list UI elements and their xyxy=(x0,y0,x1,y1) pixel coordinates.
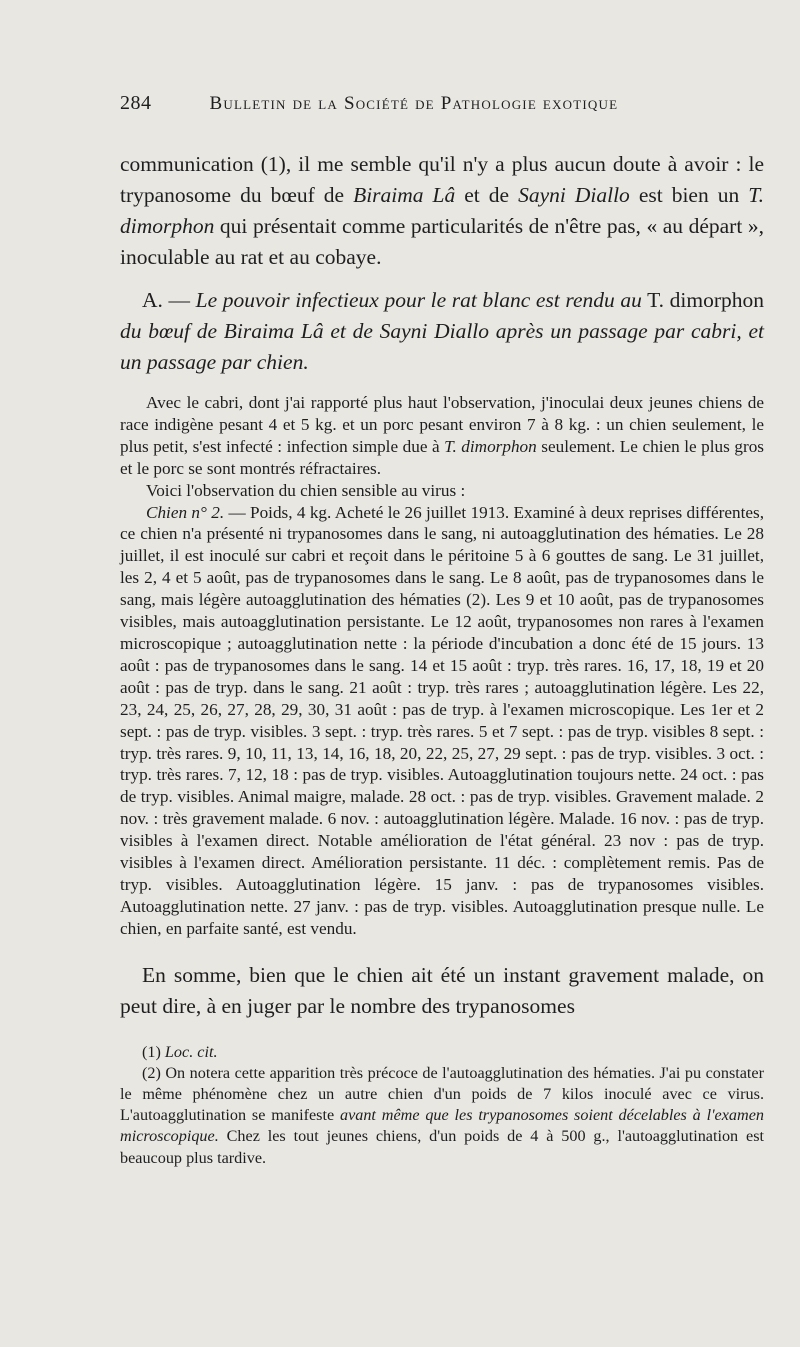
footnote-marker: (1) xyxy=(142,1042,161,1061)
italic-run: du bœuf de Biraima Lâ et de Sayni Diallo après un passage par cabri, et un passage par chien. xyxy=(120,319,764,374)
text-run: communication (1), il me semble qu'il n'y a plus aucun doute à avoir : le trypanosome du bœuf de xyxy=(120,152,764,207)
opening-paragraph xyxy=(120,149,764,273)
italic-run: Le pouvoir infectieux pour le rat blanc est rendu au xyxy=(195,288,642,312)
text-run: A. — xyxy=(142,288,196,312)
italic-run: T. dimorphon xyxy=(444,436,537,456)
text-run: Avec le cabri, dont j'ai rapporté plus haut l'observation, j'inoculai deux jeunes chiens de race indigène pesant 4 et 5 kg. et un porc pesant environ 7 à 8 kg. : un chien seulement, le plus petit, s'est infecté : infection simple due à xyxy=(120,393,764,456)
text-run: On notera cette apparition très précoce de l'autoagglutination des hématies. J'ai pu constater le même phénomène chez un autre chien d'un poids de 7 kilos inoculé avec ce virus. L'autoagglutination se manifeste xyxy=(120,1063,764,1125)
page-number: 284 xyxy=(120,92,152,114)
italic-run: Sayni Diallo xyxy=(518,183,630,207)
text-run: Chez les tout jeunes chiens, d'un poids de 4 à 500 g., l'autoagglutination est beaucoup plus tardive. xyxy=(120,1127,764,1167)
footnote-2 xyxy=(120,1063,764,1169)
paragraph-intro-observation: Voici l'observation du chien sensible au virus : xyxy=(146,480,466,500)
paragraph-resume: En somme, bien que le chien ait été un instant gravement malade, on peut dire, à en juger par le nombre des trypanosomes xyxy=(120,962,764,1018)
footnotes xyxy=(120,1042,764,1169)
italic-run: T. dimorphon xyxy=(120,183,764,238)
text-run: est bien un xyxy=(629,183,749,207)
text-run: qui présentait comme particularités de n'être pas, « au départ », inoculable au rat et au cobaye. xyxy=(120,214,764,269)
italic-run: Biraima Lâ xyxy=(353,183,456,207)
running-head xyxy=(120,92,764,115)
italic-run: avant même que les trypanosomes soient décelables à l'examen microscopique. xyxy=(120,1106,764,1146)
footnote-1 xyxy=(120,1042,764,1063)
text-run: T. dimorphon xyxy=(641,288,764,312)
section-heading-a xyxy=(120,285,764,378)
observation-chien-2 xyxy=(120,502,764,940)
text-run: seulement. Le chien le plus gros et le porc se sont montrés réfractaires. xyxy=(120,436,764,478)
text-run: et de xyxy=(455,183,519,207)
italic-run: Loc. cit. xyxy=(164,1042,218,1061)
journal-title: Bulletin de la Société de Pathologie exotique xyxy=(209,93,619,114)
text-run: — Poids, 4 kg. Acheté le 26 juillet 1913. Examiné à deux reprises différentes, ce chien n'a présenté ni trypanosomes dans le sang, ni autoagglutination des hématies. Le 28 juillet, il est inoculé sur cabri et reçoit dans le péritoine 5 à 6 gouttes de sang. Le 31 juillet, les 2, 4 et 5 août, pas de trypanosomes dans le sang. Le 8 août, pas de trypanosomes dans le sang, mais légère autoagglutination des hématies (2). Les 9 et 10 août, pas de trypanosomes visibles, mais autoagglutination persistante. Le 12 août, trypanosomes non rares à l'examen microscopique ; autoagglutination nette : la période d'incubation a donc été de 15 jours. 13 août : pas de trypanosomes dans le sang. 14 et 15 août : tryp. très rares. 16, 17, 18, 19 et 20 août : pas de tryp. dans le sang. 21 août : tryp. très rares ; autoagglutination légère. Les 22, 23, 24, 25, 26, 27, 28, 29, 30, 31 août : pas de tryp. à l'examen microscopique. Les 1er et 2 sept. : pas de tryp. visibles. 3 sept. : tryp. très rares. 5 et 7 sept. : pas de tryp. visibles 8 sept. : tryp. très rares. 9, 10, 11, 13, 14, 16, 18, 20, 22, 25, 27, 29 sept. : pas de tryp. visibles. 3 oct. : tryp. très rares. 7, 12, 18 : pas de tryp. visibles. Autoagglutination toujours nette. 24 oct. : pas de tryp. visibles. Animal maigre, malade. 28 oct. : pas de tryp. visibles. Gravement malade. 2 nov. : très gravement malade. 6 nov. : autoagglutination légère. Malade. 16 nov. : pas de tryp. visibles à l'examen direct. Notable amélioration de l'état général. 23 nov : pas de tryp. visibles à l'examen direct. Amélioration persistante. 11 déc. : complètement remis. Pas de tryp. visibles. Autoagglutination légère. 15 janv. : pas de trypanosomes visibles. Autoagglutination nette. 27 janv. : pas de tryp. visibles. Autoagglutination presque nulle. Le chien, en parfaite santé, est vendu. xyxy=(120,502,764,938)
footnote-marker: (2) xyxy=(142,1063,161,1082)
italic-run: Chien n° 2. xyxy=(146,502,225,522)
paragraph-cabri xyxy=(120,392,764,480)
